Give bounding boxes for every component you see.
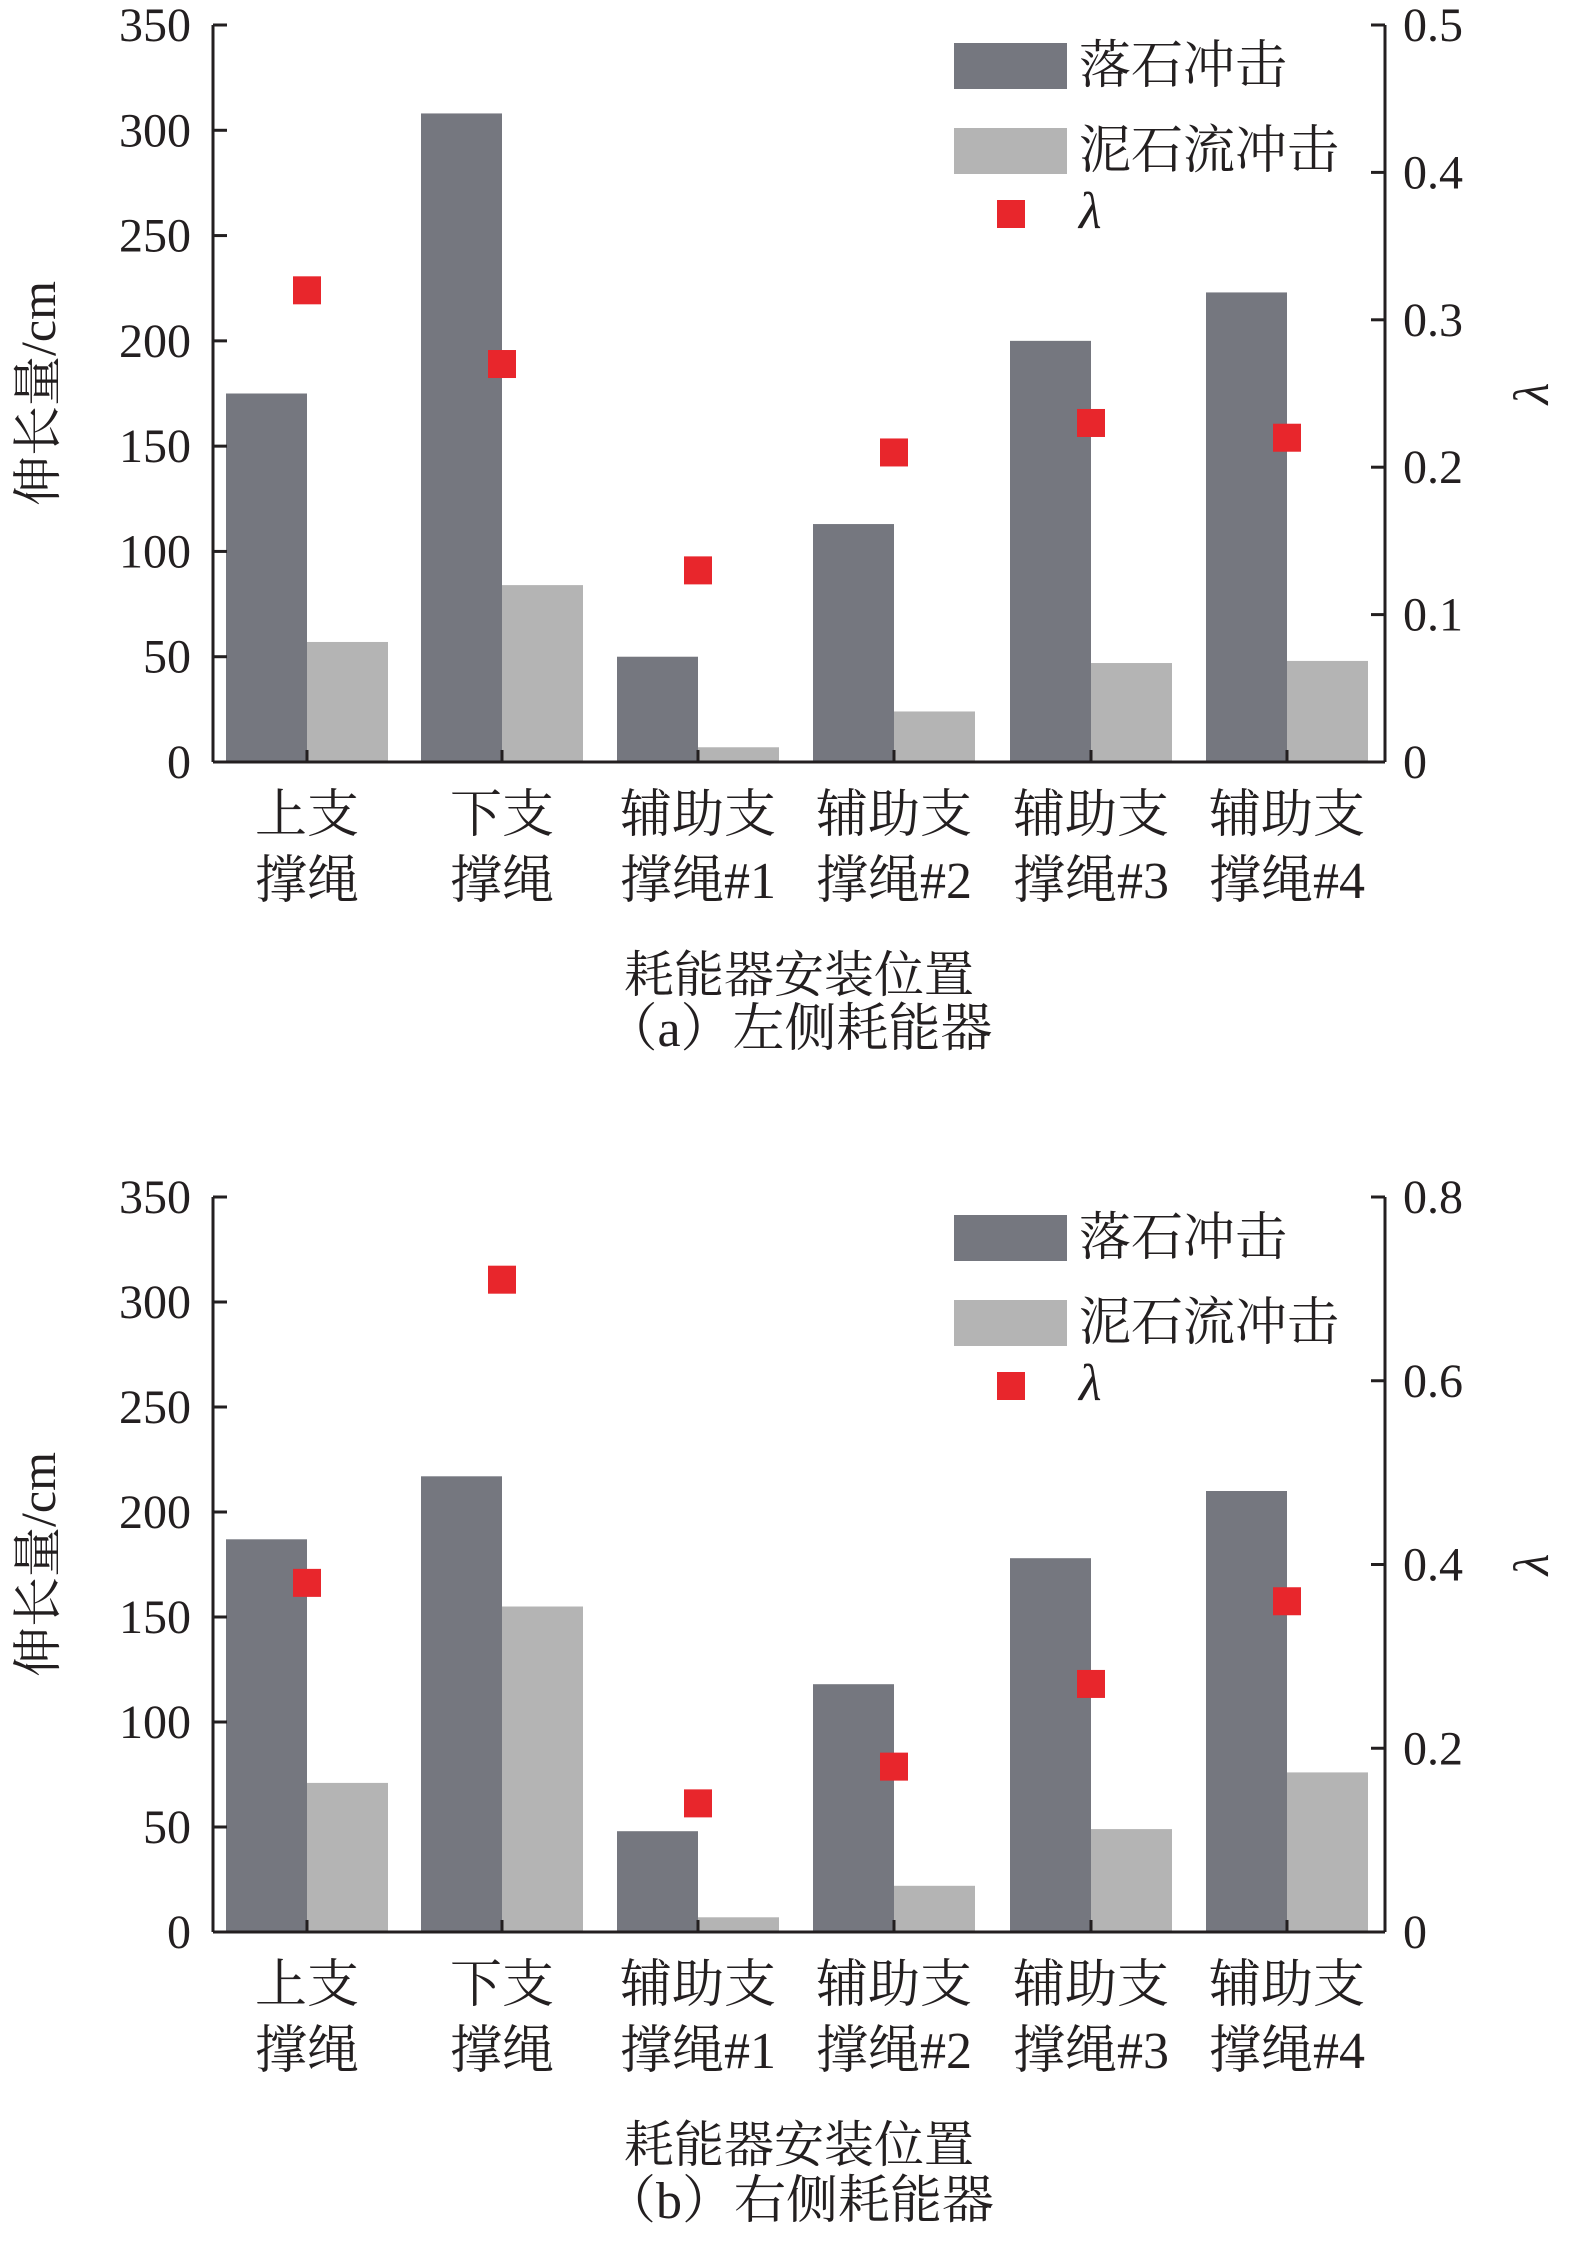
bar-debris-flow-3 xyxy=(698,1917,779,1932)
bar-rockfall-5 xyxy=(1010,341,1091,762)
legend-swatch-debris-flow xyxy=(954,128,1067,174)
x-axis-title: 耗能器安装位置 xyxy=(624,947,974,1003)
left-tick-label: 200 xyxy=(119,314,191,368)
y-axis-title: 伸长量/cm xyxy=(10,1452,66,1677)
lambda-point-2 xyxy=(488,350,516,378)
bar-rockfall-4 xyxy=(813,1684,894,1932)
category-label-2-line-2: 撑绳 xyxy=(449,853,555,910)
bar-rockfall-1 xyxy=(226,394,307,763)
lambda-point-1 xyxy=(293,276,321,304)
panel-caption: （b）右侧耗能器 xyxy=(603,2173,995,2230)
category-label-4-line-2: 撑绳#2 xyxy=(815,2023,973,2080)
category-label-6-line-2: 撑绳#4 xyxy=(1208,2023,1366,2080)
legend-label-rockfall: 落石冲击 xyxy=(1079,38,1288,95)
chart-panel-1 xyxy=(10,0,1559,1058)
left-tick-label: 150 xyxy=(119,420,191,474)
category-label-1-line-2: 撑绳 xyxy=(254,853,360,910)
lambda-point-6 xyxy=(1273,1587,1301,1615)
left-tick-label: 300 xyxy=(119,1276,191,1329)
legend-label-lambda: λ xyxy=(1079,1355,1102,1412)
category-label-2-line-1: 下支 xyxy=(449,1957,555,2014)
right-tick-label: 0.6 xyxy=(1403,1354,1463,1408)
right-tick-label: 0 xyxy=(1403,1906,1427,1959)
right-tick-label: 0.1 xyxy=(1403,588,1463,642)
right-tick-label: 0.3 xyxy=(1403,293,1463,347)
category-label-5-line-1: 辅助支 xyxy=(1012,787,1170,844)
left-tick-label: 50 xyxy=(143,1801,191,1854)
left-tick-label: 200 xyxy=(119,1486,191,1539)
category-label-4-line-1: 辅助支 xyxy=(815,787,973,844)
category-label-3-line-2: 撑绳#1 xyxy=(619,2023,777,2080)
lambda-point-2 xyxy=(488,1266,516,1294)
legend-label-rockfall: 落石冲击 xyxy=(1079,1210,1288,1267)
bar-debris-flow-4 xyxy=(894,711,975,762)
bar-rockfall-2 xyxy=(421,1476,502,1932)
category-label-1-line-2: 撑绳 xyxy=(254,2023,360,2080)
category-label-3-line-2: 撑绳#1 xyxy=(619,853,777,910)
category-label-6-line-1: 辅助支 xyxy=(1208,787,1366,844)
y2-axis-title: λ xyxy=(1503,1553,1559,1576)
bar-rockfall-1 xyxy=(226,1539,307,1932)
right-tick-label: 0.2 xyxy=(1403,1722,1463,1776)
right-tick-label: 0 xyxy=(1403,736,1427,789)
panel-caption: （a）左侧耗能器 xyxy=(605,1001,993,1058)
left-tick-label: 250 xyxy=(119,1381,191,1434)
category-label-1-line-1: 上支 xyxy=(254,787,360,844)
legend-swatch-lambda xyxy=(997,200,1025,228)
legend-label-debris-flow: 泥石流冲击 xyxy=(1079,1295,1340,1352)
bar-rockfall-6 xyxy=(1206,1491,1287,1932)
right-tick-label: 0.2 xyxy=(1403,441,1463,495)
bar-rockfall-6 xyxy=(1206,292,1287,762)
bar-debris-flow-5 xyxy=(1091,663,1172,762)
legend-label-lambda: λ xyxy=(1079,183,1102,240)
chart-panel-2 xyxy=(10,1171,1559,2230)
y2-axis-title: λ xyxy=(1503,382,1559,405)
category-label-3-line-1: 辅助支 xyxy=(619,1957,777,2014)
category-label-3-line-1: 辅助支 xyxy=(619,787,777,844)
lambda-point-5 xyxy=(1077,1670,1105,1698)
bar-debris-flow-3 xyxy=(698,747,779,762)
category-label-4-line-1: 辅助支 xyxy=(815,1957,973,2014)
bar-debris-flow-1 xyxy=(307,642,388,762)
lambda-point-6 xyxy=(1273,424,1301,452)
legend xyxy=(954,38,1339,240)
category-label-1-line-1: 上支 xyxy=(254,1957,360,2014)
bar-debris-flow-2 xyxy=(502,585,583,762)
category-label-5-line-2: 撑绳#3 xyxy=(1012,2023,1170,2080)
bar-debris-flow-6 xyxy=(1287,661,1368,762)
category-label-2-line-2: 撑绳 xyxy=(449,2023,555,2080)
category-label-6-line-1: 辅助支 xyxy=(1208,1957,1366,2014)
legend-swatch-rockfall xyxy=(954,1215,1067,1261)
left-tick-label: 0 xyxy=(167,1906,191,1959)
left-tick-label: 150 xyxy=(119,1591,191,1644)
bar-rockfall-4 xyxy=(813,524,894,762)
x-axis-title: 耗能器安装位置 xyxy=(624,2117,974,2173)
left-tick-label: 250 xyxy=(119,209,191,263)
category-label-4-line-2: 撑绳#2 xyxy=(815,853,973,910)
bar-rockfall-3 xyxy=(617,1831,698,1932)
legend-swatch-lambda xyxy=(997,1372,1025,1400)
left-tick-label: 300 xyxy=(119,104,191,158)
legend-label-debris-flow: 泥石流冲击 xyxy=(1079,123,1340,180)
category-label-6-line-2: 撑绳#4 xyxy=(1208,853,1366,910)
lambda-point-3 xyxy=(684,556,712,584)
left-tick-label: 0 xyxy=(167,736,191,789)
left-tick-label: 100 xyxy=(119,525,191,579)
lambda-point-1 xyxy=(293,1569,321,1597)
lambda-point-4 xyxy=(880,1753,908,1781)
category-label-2-line-1: 下支 xyxy=(449,787,555,844)
lambda-point-5 xyxy=(1077,409,1105,437)
bar-rockfall-3 xyxy=(617,657,698,762)
left-tick-label: 50 xyxy=(143,630,191,684)
right-tick-label: 0.5 xyxy=(1403,0,1463,52)
category-label-5-line-1: 辅助支 xyxy=(1012,1957,1170,2014)
lambda-point-3 xyxy=(684,1789,712,1817)
left-tick-label: 350 xyxy=(119,0,191,52)
left-tick-label: 350 xyxy=(119,1171,191,1224)
bar-debris-flow-6 xyxy=(1287,1772,1368,1932)
category-label-5-line-2: 撑绳#3 xyxy=(1012,853,1170,910)
right-tick-label: 0.4 xyxy=(1403,146,1463,200)
legend-swatch-debris-flow xyxy=(954,1300,1067,1346)
bar-debris-flow-4 xyxy=(894,1886,975,1932)
bar-debris-flow-2 xyxy=(502,1607,583,1933)
bar-rockfall-5 xyxy=(1010,1558,1091,1932)
bar-rockfall-2 xyxy=(421,113,502,762)
bar-debris-flow-1 xyxy=(307,1783,388,1932)
right-tick-label: 0.4 xyxy=(1403,1538,1463,1592)
y-axis-title: 伸长量/cm xyxy=(10,281,66,506)
bar-debris-flow-5 xyxy=(1091,1829,1172,1932)
left-tick-label: 100 xyxy=(119,1696,191,1749)
legend xyxy=(954,1210,1339,1412)
legend-swatch-rockfall xyxy=(954,43,1067,89)
lambda-point-4 xyxy=(880,438,908,466)
right-tick-label: 0.8 xyxy=(1403,1171,1463,1224)
